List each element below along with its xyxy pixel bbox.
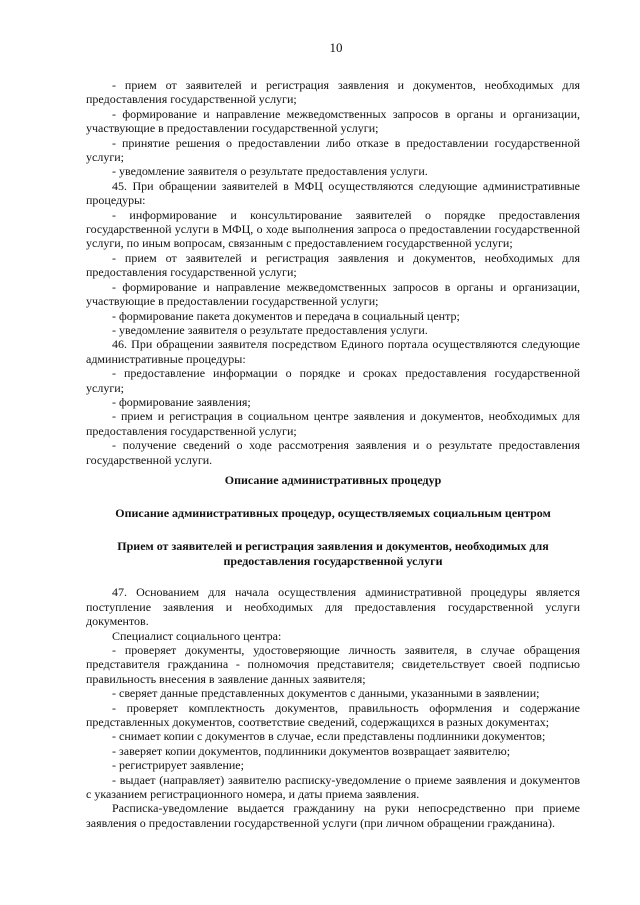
paragraph: Специалист социального центра: (112, 628, 282, 643)
paragraph: - прием от заявителей и регистрация заявления и документов, необходимых для предоставления государственной услуги; (86, 78, 580, 107)
paragraph: - прием и регистрация в социальном центре заявления и документов, необходимых для предоставления государственной услуги; (86, 409, 580, 438)
paragraph: - прием от заявителей и регистрация заявления и документов, необходимых для предоставления государственной услуги; (86, 250, 580, 280)
paragraph: - уведомление заявителя о результате предоставления услуги. (112, 322, 428, 337)
paragraph: - формирование пакета документов и передача в социальный центр; (112, 308, 460, 323)
paragraph: - формирование и направление межведомственных запросов в органы и организации, участвующие в предоставлении государственной услуги; (86, 279, 580, 309)
paragraph: - регистрирует заявление; (112, 758, 244, 773)
paragraph: 45. При обращении заявителей в МФЦ осуществляются следующие административные процедуры: (86, 178, 580, 208)
paragraph: - выдает (направляет) заявителю расписку-уведомление о приеме заявления и документов с указанием регистрационного номера, и даты приема заявления. (86, 772, 580, 802)
paragraph: 46. При обращении заявителя посредством Единого портала осуществляются следующие административные процедуры: (86, 337, 580, 366)
paragraph: - проверяет документы, удостоверяющие личность заявителя, в случае обращения представителя гражданина - полномочия представителя; свидетельствует своей подписью правильность внесения в заявление данных заявителя; (86, 642, 580, 686)
subsection-heading: Прием от заявителей и регистрация заявления и документов, необходимых для предоставления государственной услуги (117, 539, 549, 568)
paragraph: - предоставление информации о порядке и сроках предоставления государственной услуги; (86, 366, 580, 395)
paragraph: - уведомление заявителя о результате предоставления услуги. (112, 164, 428, 179)
section-heading: Описание административных процедур (224, 472, 442, 487)
paragraph: Расписка-уведомление выдается гражданину на руки непосредственно при приеме заявления о предоставлении государственной услуги (при личном обращении гражданина). (86, 801, 580, 830)
paragraph: - сверяет данные представленных документов с данными, указанными в заявлении; (112, 686, 540, 701)
page-number: 10 (329, 40, 343, 55)
paragraph: - формирование заявления; (112, 394, 251, 409)
paragraph: 47. Основанием для начала осуществления административной процедуры является поступление заявления и необходимых для предоставления государственной услуги документов. (86, 585, 580, 629)
paragraph: - снимает копии с документов в случае, если представлены подлинники документов; (112, 729, 546, 744)
paragraph: - заверяет копии документов, подлинники документов возвращает заявителю; (112, 743, 511, 758)
paragraph: - проверяет комплектность документов, правильность оформления и содержание представленных документов, соответствие сведений, содержащихся в разных документах; (86, 700, 580, 729)
document-body (86, 78, 580, 830)
paragraph: - принятие решения о предоставлении либо отказе в предоставлении государственной услуги; (86, 135, 580, 165)
paragraph: - получение сведений о ходе рассмотрения заявления и о результате предоставления государственной услуги. (86, 438, 580, 467)
paragraph: - формирование и направление межведомственных запросов в органы и организации, участвующие в предоставлении государственной услуги; (86, 106, 580, 136)
paragraph: - информирование и консультирование заявителей о порядке предоставления государственной услуги в МФЦ, о ходе выполнения запроса о предоставлении государственной услуги, по иным вопросам, связанным с предоставлением государственной услуги; (86, 207, 580, 251)
subsection-heading: Описание административных процедур, осуществляемых социальным центром (115, 505, 551, 520)
